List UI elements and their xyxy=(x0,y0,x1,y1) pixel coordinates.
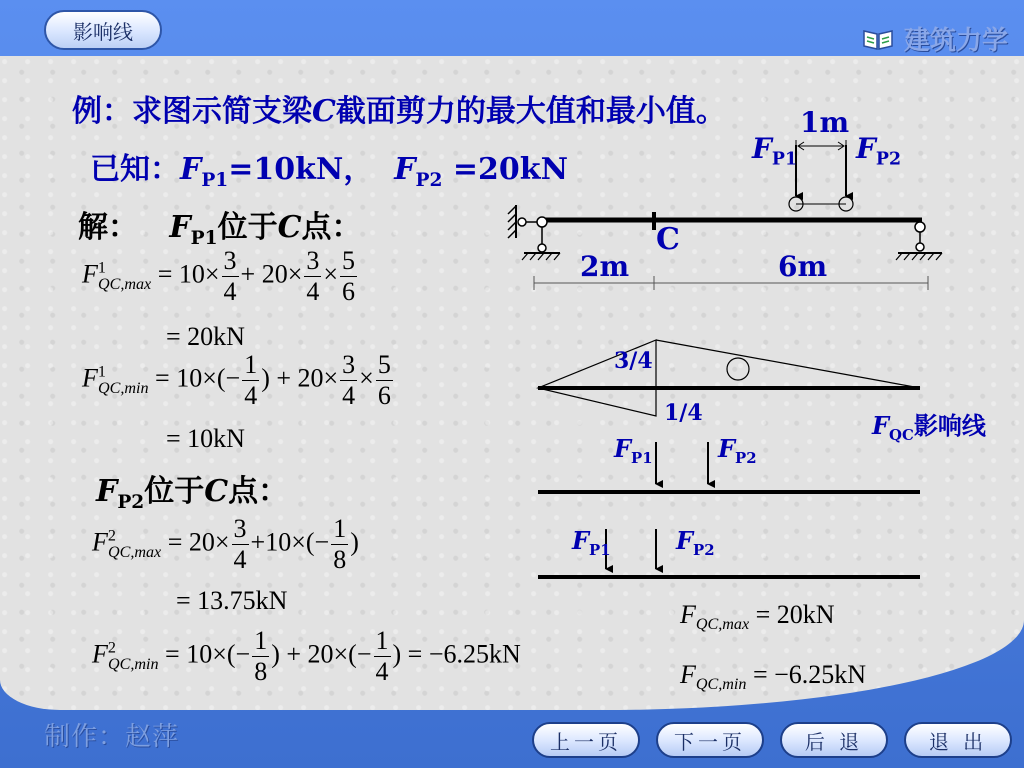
section-tab-label: 影响线 xyxy=(73,19,133,44)
fraction: $\frac{3}{4}$ xyxy=(342,350,356,410)
equation-case1-max: $F^1_{QC,max} = 10\times$ $\frac{3}{4}$ + 20× $\frac{3}{4}$ × $\frac{5}{6}$ xyxy=(82,246,356,306)
ordinate-top-label: 3/4 xyxy=(614,348,653,374)
fp1-label-top: $F_{P1}$ xyxy=(752,132,798,170)
author-credit: 制作：赵萍 xyxy=(44,722,180,752)
equation-case2-max-result: = 13.75kN xyxy=(176,586,288,615)
final-max: $F_{QC,max} = 20kN$ xyxy=(680,600,835,634)
fraction: $\frac{1}{4}$ xyxy=(375,626,389,686)
equation-case1-min-result: = 10kN xyxy=(166,424,245,453)
final-min: $F_{QC,min} = -6.25kN$ xyxy=(680,660,867,694)
spacing-label: 1m xyxy=(800,106,850,139)
fp1-label-pos1: $F_{P1}$ xyxy=(614,434,653,467)
fraction: $\frac{1}{4}$ xyxy=(244,350,258,410)
equation-case2-min: $F^2_{QC,min} = 10\times(-$ $\frac{1}{8}$ ) + 20×(− $\frac{1}{4}$ ) = −6.25kN xyxy=(92,626,521,686)
fraction: $\frac{3}{4}$ xyxy=(306,246,320,306)
fraction: $\frac{5}{6}$ xyxy=(342,246,356,306)
fp1-label-pos2: $F_{P1}$ xyxy=(572,526,611,559)
fp2-label-pos1: $F_{P2}$ xyxy=(718,434,757,467)
moving-load xyxy=(789,140,853,211)
prev-page-button[interactable]: 上一页 xyxy=(532,722,640,758)
ordinate-bottom-label: 1/4 xyxy=(664,400,703,426)
influence-line-label: $F_{QC}$影响线 xyxy=(872,411,986,444)
problem-title: 例：求图示简支梁C截面剪力的最大值和最小值。 xyxy=(72,94,726,129)
point-c-label: C xyxy=(656,222,680,257)
fraction: $\frac{5}{6}$ xyxy=(377,350,391,410)
equation-case1-min: $F^1_{QC,min} = 10\times(-$ $\frac{1}{4}$ ) + 20× $\frac{3}{4}$ × $\frac{5}{6}$ xyxy=(82,350,391,410)
equation-case1-max-result: = 20kN xyxy=(166,322,245,351)
fp2-label-pos2: $F_{P2}$ xyxy=(676,526,715,559)
fraction: $\frac{1}{8}$ xyxy=(333,514,347,574)
back-button[interactable]: 后 退 xyxy=(780,722,888,758)
influence-line-diagram xyxy=(538,340,920,416)
roller-support-right xyxy=(896,222,942,260)
brand-title: 建筑力学 xyxy=(903,26,1008,56)
pin-support-left xyxy=(508,205,560,260)
fraction: $\frac{1}{8}$ xyxy=(254,626,268,686)
case2-heading: $F_{P2}$位于C点： xyxy=(96,474,289,513)
fp2-label-top: $F_{P2}$ xyxy=(856,132,902,170)
exit-button[interactable]: 退 出 xyxy=(904,722,1012,758)
equation-case2-max: $F^2_{QC,max} = 20\times$ $\frac{3}{4}$ +10×(− $\frac{1}{8}$ ) xyxy=(92,514,359,574)
fraction: $\frac{3}{4}$ xyxy=(233,514,247,574)
span-right-label: 6m xyxy=(778,250,828,283)
fraction: $\frac{3}{4}$ xyxy=(223,246,237,306)
known-forces: 已知：$F_{P1}=10kN$， $F_{P2} =20kN$ xyxy=(90,152,568,191)
next-page-button[interactable]: 下一页 xyxy=(656,722,764,758)
case1-heading: 解： $F_{P1}$位于C点： xyxy=(78,210,362,249)
span-left-label: 2m xyxy=(580,250,630,283)
